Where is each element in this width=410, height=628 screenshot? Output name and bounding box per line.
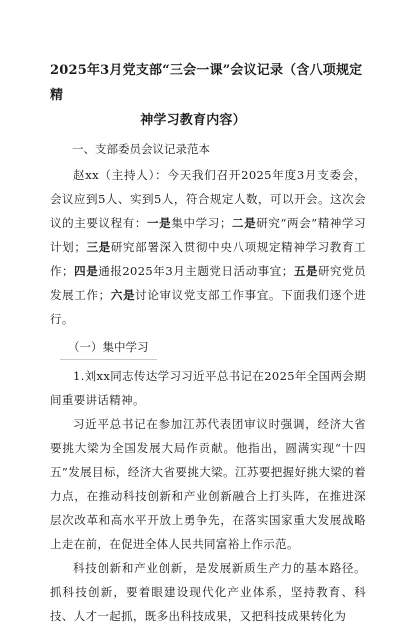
intro-paragraph (50, 163, 366, 331)
speech-summary-paragraph: 习近平总书记在参加江苏代表团审议时强调，经济大省要挑大梁为全国发展大局作贡献。他指出，圆满实现“十四五”发展目标，经济大省要挑大梁。江苏要把握好挑大梁的着力点，在推动科技创新和产业创新融合上打头阵，在推进深层次改革和高水平开放上勇争先，在落实国家重大发展战略上走在前，在促进全体人民共同富裕上作示范。 (50, 417, 366, 551)
agenda-item-3: 研究部署深入贯彻中央八项规定精神学习教育工作； (50, 240, 366, 278)
agenda-marker-6: 六是 (110, 288, 136, 302)
agenda-marker-4: 四是 (73, 264, 99, 278)
agenda-marker-2: 二是 (231, 216, 257, 230)
innovation-paragraph: 科技创新和产业创新，是发展新质生产力的基本路径。抓科技创新，要着眼建设现代化产业体系，坚持教育、科技、人才一起抓，既多出科技成果，又把科技成果转化为 (50, 561, 366, 623)
title-line-2: 神学习教育内容） (140, 113, 246, 128)
section-heading: 一、支部委员会议记录范本 (72, 142, 210, 156)
agenda-item-1: 集中学习； (171, 216, 232, 230)
agenda-item-6: 讨论审议党支部工作事宜。下面我们逐个进行。 (50, 288, 367, 326)
title-line-1: 2025年3月党支部“三会一课”会议记录（含八项规定精 (50, 63, 363, 103)
agenda-marker-3: 三是 (86, 240, 111, 254)
agenda-item-2: 研究“两会”精神学习计划； (50, 216, 367, 254)
agenda-item-4: 通报2025年3月主题党日活动事宜； (98, 264, 294, 278)
intro-text: 赵xx（主持人）：今天我们召开2025年度3月支委会，会议应到5人、实到5人，符合规定人数，可以开会。这次会议的主要议程有： (50, 168, 366, 230)
study-item-1: 1.刘xx同志传达学习习近平总书记在2025年全国两会期间重要讲话精神。 (50, 369, 367, 407)
agenda-marker-1: 一是 (147, 216, 172, 230)
agenda-item-5: 研究党员发展工作； (50, 264, 367, 302)
agenda-marker-5: 五是 (293, 264, 318, 278)
document-title (50, 58, 366, 133)
subsection-heading: （一）集中学习 (60, 335, 157, 360)
